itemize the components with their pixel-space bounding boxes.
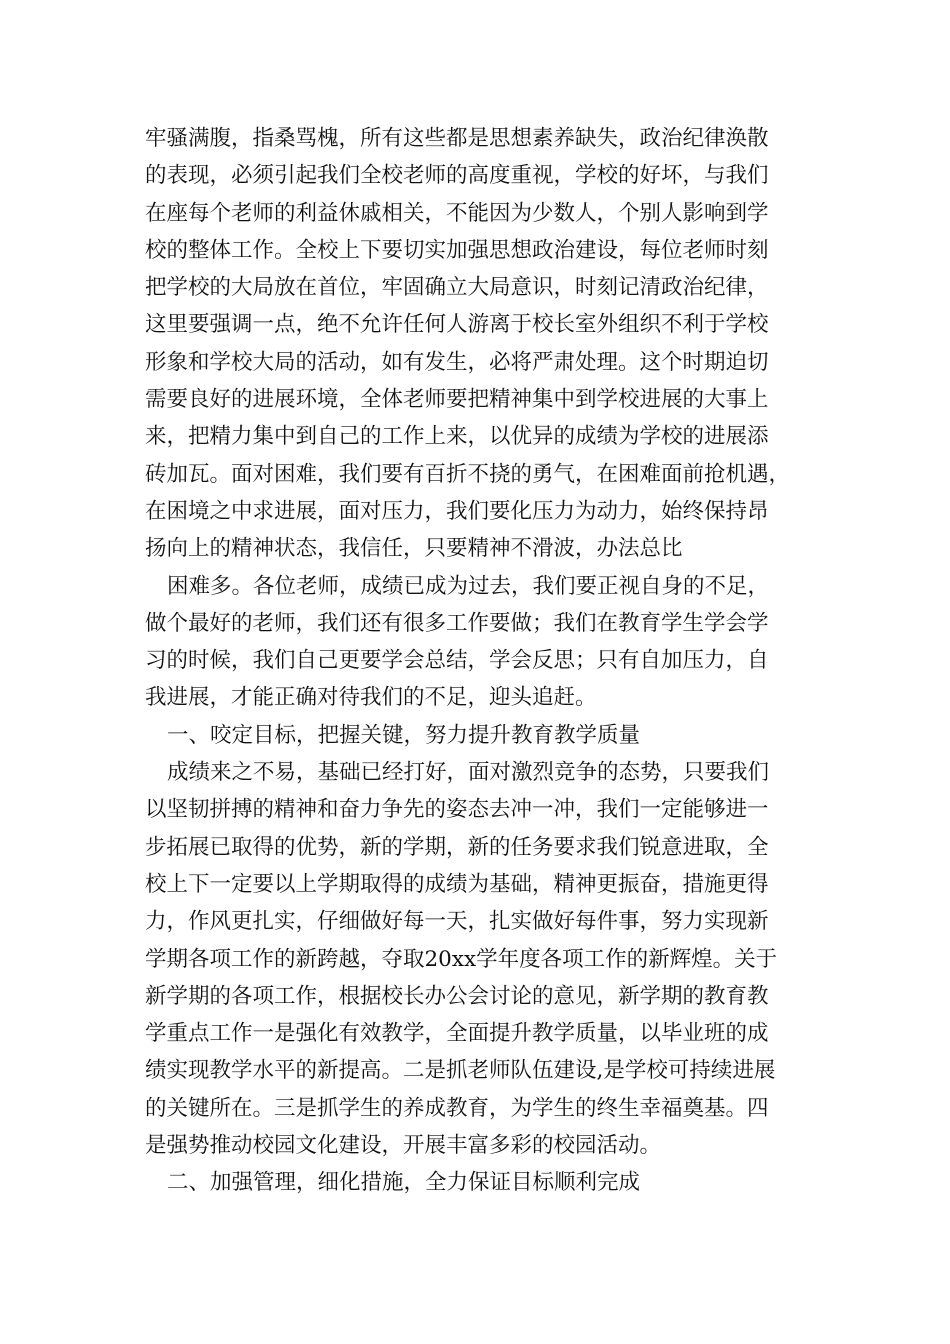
- document-body: [145, 120, 825, 1202]
- text-line: 需要良好的进展环境，全体老师要把精神集中到学校进展的大事上: [145, 387, 769, 413]
- text-line: 把学校的大局放在首位，牢固确立大局意识，时刻记清政治纪律，: [145, 275, 769, 301]
- section-heading-1: 一、咬定目标，把握关键，努力提升教育教学质量: [167, 722, 641, 748]
- text-line: 的表现，必须引起我们全校老师的高度重视，学校的好坏，与我们: [145, 163, 769, 189]
- text-line: 做个最好的老师，我们还有很多工作要做；我们在教育学生学会学: [145, 610, 769, 636]
- text-line: 我进展，才能正确对待我们的不足，迎头追赶。: [145, 685, 597, 711]
- paragraph-start-line: 成绩来之不易，基础已经打好，面对激烈竞争的态势，只要我们: [167, 760, 770, 786]
- text-line: 扬向上的精神状态，我信任，只要精神不滑波，办法总比: [145, 536, 683, 562]
- text-line: 校的整体工作。全校上下要切实加强思想政治建设，每位老师时刻: [145, 237, 769, 263]
- text-line: 在座每个老师的利益休戚相关，不能因为少数人，个别人影响到学: [145, 200, 769, 226]
- text-line: 绩实现教学水平的新提高。二是抓老师队伍建设,是学校可持续进展: [145, 1058, 776, 1084]
- text-line: 新学期的各项工作，根据校长办公会讨论的意见，新学期的教育教: [145, 983, 769, 1009]
- text-line: 校上下一定要以上学期取得的成绩为基础，精神更振奋，措施更得: [145, 871, 769, 897]
- text-line: 来，把精力集中到自己的工作上来，以优异的成绩为学校的进展添: [145, 424, 769, 450]
- text-line: 学期各项工作的新跨越，夺取20xx学年度各项工作的新辉煌。关于: [145, 946, 778, 972]
- text-line: 这里要强调一点，绝不允许任何人游离于校长室外组织不利于学校: [145, 312, 769, 338]
- text-line: 以坚韧拼搏的精神和奋力争先的姿态去冲一冲，我们一定能够进一: [145, 797, 769, 823]
- text-line: 砖加瓦。面对困难，我们要有百折不挠的勇气，在困难面前抢机遇，: [145, 461, 791, 487]
- text-line: 的关键所在。三是抓学生的养成教育，为学生的终生幸福奠基。四: [145, 1095, 769, 1121]
- text-line: 在困境之中求进展，面对压力，我们要化压力为动力，始终保持昂: [145, 498, 769, 524]
- section-heading-2: 二、加强管理，细化措施，全力保证目标顺利完成: [167, 1170, 641, 1196]
- paragraph-start-line: 困难多。各位老师，成绩已成为过去，我们要正视自身的不足，: [167, 573, 770, 599]
- text-line: 学重点工作一是强化有效教学，全面提升教学质量，以毕业班的成: [145, 1021, 769, 1047]
- text-line: 是强势推动校园文化建设，开展丰富多彩的校园活动。: [145, 1133, 662, 1159]
- text-line: 形象和学校大局的活动，如有发生，必将严肃处理。这个时期迫切: [145, 349, 769, 375]
- text-line: 力，作风更扎实，仔细做好每一天，扎实做好每件事，努力实现新: [145, 909, 769, 935]
- text-line: 习的时候，我们自己更要学会总结，学会反思；只有自加压力，自: [145, 648, 769, 674]
- text-line: 牢骚满腹，指桑骂槐，所有这些都是思想素养缺失，政治纪律涣散: [145, 126, 769, 151]
- text-line: 步拓展已取得的优势，新的学期，新的任务要求我们锐意进取，全: [145, 834, 769, 860]
